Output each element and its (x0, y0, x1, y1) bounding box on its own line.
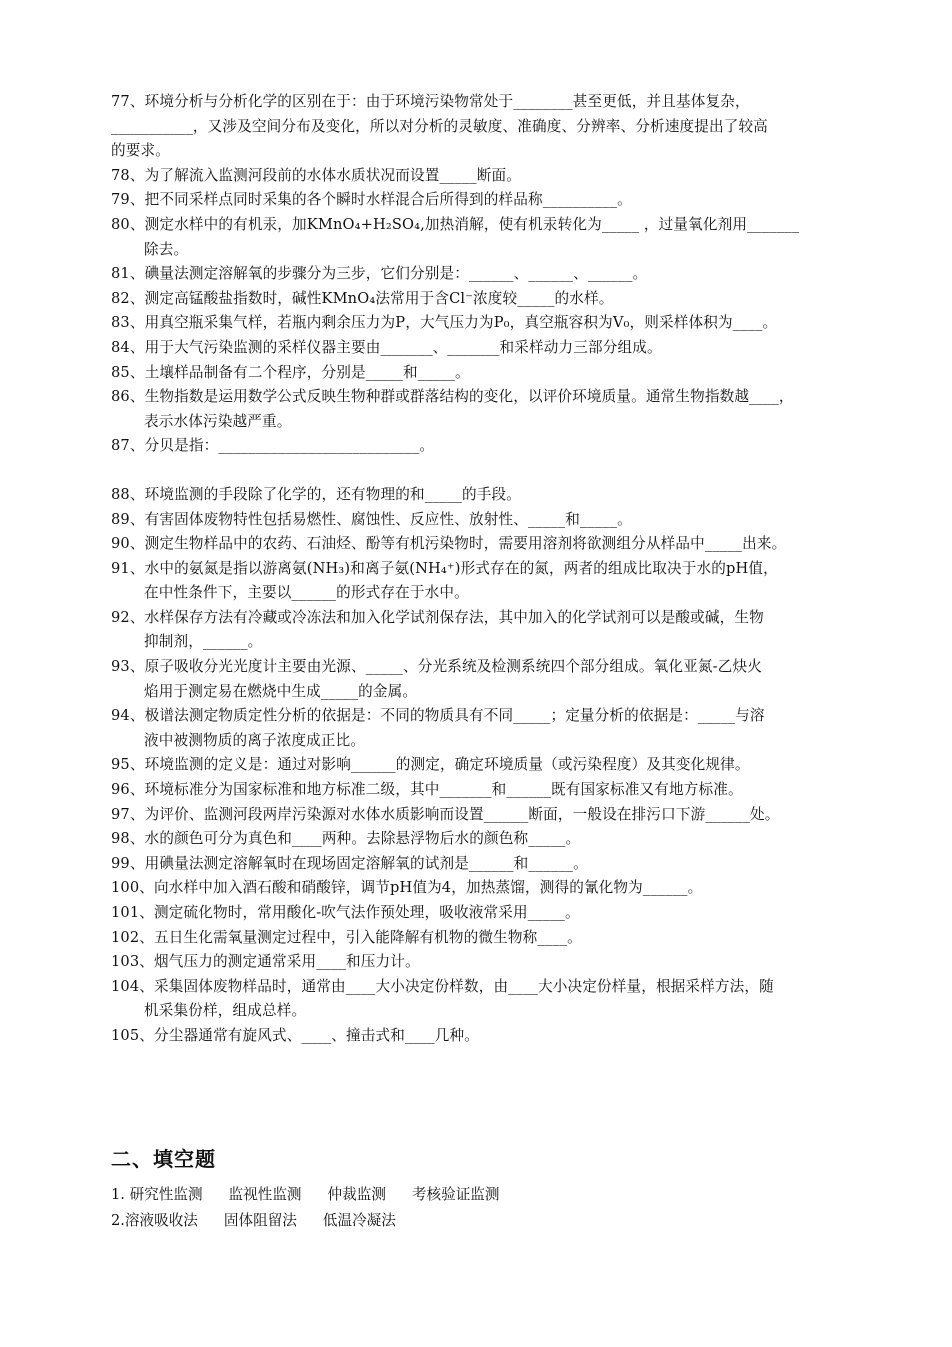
question-list (111, 90, 851, 1049)
answer-list (111, 1182, 851, 1234)
question-item (111, 753, 851, 778)
question-item (111, 655, 851, 704)
question-line: 表示水体污染越严重。 (144, 412, 292, 430)
question-line: 78、为了解流入监测河段前的水体水质状况而设置_____断面。 (111, 166, 521, 184)
answer-row (111, 1182, 851, 1208)
question-line: 79、把不同采样点同时采集的各个瞬时水样混合后所得到的样品称__________。 (111, 191, 632, 209)
blank-spacer (111, 459, 851, 483)
answer-item: 2.溶液吸收法 (111, 1212, 198, 1229)
question-line: 87、分贝是指：___________________________。 (111, 437, 435, 455)
question-item (111, 1024, 851, 1049)
question-item (111, 385, 851, 434)
answer-item: 考核验证监测 (411, 1186, 500, 1203)
answer-item: 1. 研究性监测 (111, 1186, 203, 1203)
question-line: ___________，又涉及空间分布及变化，所以对分析的灵敏度、准确度、分辨率、分析速度提出了较高 (111, 117, 768, 135)
question-item (111, 508, 851, 533)
answer-item: 监视性监测 (228, 1186, 302, 1203)
question-line: 94、极谱法测定物质定性分析的依据是：不同的物质具有不同_____；定量分析的依据是：_____与溶 (111, 707, 765, 725)
question-line: 机采集份样，组成总样。 (144, 1002, 307, 1020)
question-item (111, 311, 851, 336)
question-item (111, 704, 851, 753)
question-line: 77、环境分析与分析化学的区别在于：由于环境污染物常处于________甚至更低，并且基体复杂， (111, 93, 750, 110)
question-item (111, 336, 851, 361)
question-line: 98、水的颜色可分为真色和____两种。去除悬浮物后水的颜色称_____。 (111, 830, 581, 848)
question-line: 焰用于测定易在燃烧中生成_____的金属。 (144, 682, 418, 700)
question-item (111, 213, 851, 262)
question-item (111, 778, 851, 803)
question-line: 86、生物指数是运用数学公式反映生物种群或群落结构的变化，以评价环境质量。通常生物指数越____， (111, 388, 794, 406)
question-item (111, 164, 851, 189)
question-line: 92、水样保存方法有冷藏或冷冻法和加入化学试剂保存法，其中加入的化学试剂可以是酸或碱，生物 (111, 608, 764, 626)
question-line: 105、分尘器通常有旋风式、____、撞击式和____几种。 (111, 1026, 480, 1044)
question-line: 100、向水样中加入酒石酸和硝酸锌，调节pH值为4，加热蒸馏，测得的氰化物为______。 (111, 879, 703, 897)
question-item (111, 188, 851, 213)
question-item (111, 262, 851, 287)
question-item (111, 606, 851, 655)
question-line: 80、测定水样中的有机汞，加KMnO₄+H₂SO₄,加热消解，使有机汞转化为_____ ，过量氧化剂用_______ (111, 215, 800, 233)
question-item (111, 434, 851, 459)
question-item (111, 950, 851, 975)
question-line: 99、用碘量法测定溶解氧时在现场固定溶解氧的试剂是______和______。 (111, 854, 588, 872)
answer-row (111, 1208, 851, 1234)
question-line: 84、用于大气污染监测的采样仪器主要由_______、_______和采样动力三部分组成。 (111, 338, 662, 356)
question-line: 93、原子吸收分光光度计主要由光源、_____、分光系统及检测系统四个部分组成。氧化亚氮-乙炔火 (111, 658, 762, 676)
question-line: 85、土壤样品制备有二个程序，分别是_____和_____。 (111, 363, 470, 381)
answer-item: 低温冷凝法 (322, 1212, 396, 1229)
question-line: 83、用真空瓶采集气样，若瓶内剩余压力为P，大气压力为P₀，真空瓶容积为V₀，则采样体积为____。 (111, 314, 778, 332)
question-item (111, 901, 851, 926)
question-item (111, 90, 851, 164)
question-item (111, 532, 851, 557)
question-line: 102、五日生化需氧量测定过程中，引入能降解有机物的微生物称____。 (111, 928, 582, 946)
question-item (111, 361, 851, 386)
question-line: 的要求。 (111, 142, 170, 160)
question-line: 97、为评价、监测河段两岸污染源对水体水质影响而设置______断面，一般设在排污口下游______处。 (111, 805, 780, 823)
question-line: 在中性条件下，主要以______的形式存在于水中。 (144, 584, 469, 602)
question-line: 103、烟气压力的测定通常采用____和压力计。 (111, 953, 420, 971)
question-line: 液中被测物质的离子浓度成正比。 (144, 731, 366, 749)
question-line: 82、测定高锰酸盐指数时，碱性KMnO₄法常用于含Cl⁻浓度较_____的水样。 (111, 289, 614, 307)
answer-item: 仲裁监测 (327, 1186, 386, 1203)
question-line: 88、环境监测的手段除了化学的，还有物理的和_____的手段。 (111, 485, 521, 503)
question-item (111, 803, 851, 828)
question-item (111, 483, 851, 508)
question-item (111, 827, 851, 852)
question-line: 104、采集固体废物样品时，通常由____大小决定份样数，由____大小决定份样量，根据采样方法，随 (111, 977, 774, 995)
answer-item: 固体阻留法 (223, 1212, 297, 1229)
question-line: 81、碘量法测定溶解氧的步骤分为三步，它们分别是：______、______、______。 (111, 265, 648, 283)
question-line: 89、有害固体废物特性包括易燃性、腐蚀性、反应性、放射性、_____和_____。 (111, 510, 632, 528)
question-item (111, 926, 851, 951)
question-line: 除去。 (144, 240, 189, 258)
question-item (111, 975, 851, 1024)
question-line: 101、测定硫化物时，常用酸化-吹气法作预处理，吸收液常采用_____。 (111, 904, 580, 921)
answer-section (111, 1144, 851, 1234)
question-item (111, 557, 851, 606)
question-item (111, 876, 851, 901)
question-line: 95、环境监测的定义是：通过对影响______的测定，确定环境质量（或污染程度）及其变化规律。 (111, 756, 750, 774)
question-item (111, 852, 851, 877)
question-line: 91、水中的氨氮是指以游离氨(NH₃)和离子氨(NH₄⁺)形式存在的氮，两者的组成比取决于水的pH值， (111, 559, 778, 577)
question-line: 90、测定生物样品中的农药、石油烃、酚等有机污染物时，需要用溶剂将欲测组分从样品中_____出来。 (111, 535, 787, 553)
question-line: 96、环境标准分为国家标准和地方标准二级，其中_______和______既有国家标准又有地方标准。 (111, 781, 743, 799)
section-title: 二、填空题 (111, 1147, 216, 1171)
question-line: 抑制剂，______。 (144, 633, 263, 651)
question-item (111, 287, 851, 312)
